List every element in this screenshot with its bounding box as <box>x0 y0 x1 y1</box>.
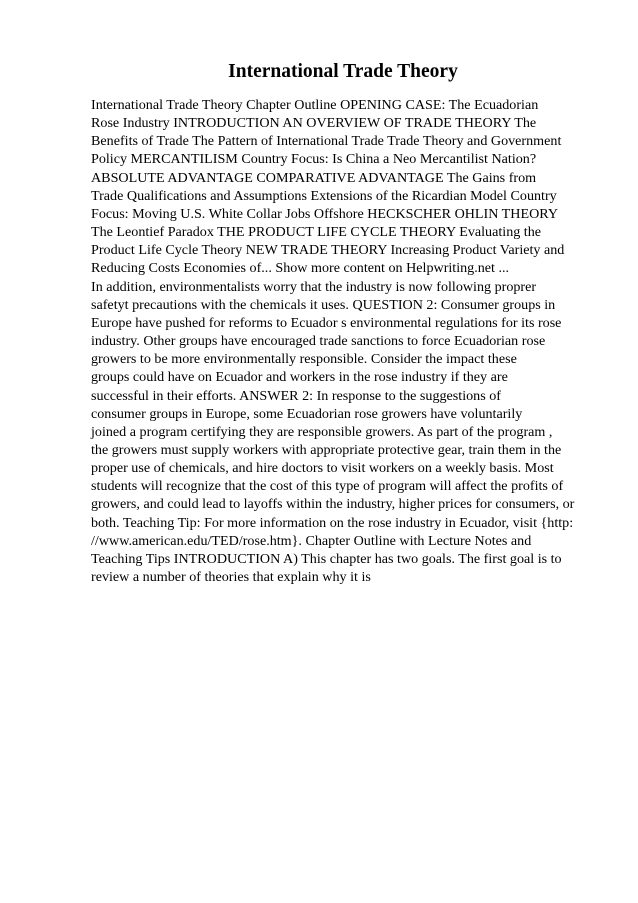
body-line: industry. Other groups have encouraged trade sanctions to force Ecuadorian rose <box>91 333 546 350</box>
body-line: Europe have pushed for reforms to Ecuador s environmental regulations for its rose <box>91 314 562 331</box>
body-line: successful in their efforts. ANSWER 2: In response to the suggestions of <box>91 387 501 404</box>
body-line: International Trade Theory Chapter Outline OPENING CASE: The Ecuadorian <box>91 97 539 113</box>
body-line: Focus: Moving U.S. White Collar Jobs Offshore HECKSCHER OHLIN THEORY <box>91 205 559 222</box>
body-line: growers to be more environmentally responsible. Consider the impact these <box>91 351 517 368</box>
document-body <box>91 96 601 586</box>
body-line: In addition, environmentalists worry that the industry is now following proprer <box>91 278 537 295</box>
body-line: Reducing Costs Economies of... Show more content on Helpwriting.net ... <box>91 260 510 277</box>
body-line: //www.american.edu/TED/rose.htm}. Chapter Outline with Lecture Notes and <box>91 532 532 549</box>
body-line: review a number of theories that explain why it is <box>91 569 371 586</box>
body-line: The Leontief Paradox THE PRODUCT LIFE CYCLE THEORY Evaluating the <box>91 224 542 241</box>
body-line: Product Life Cycle Theory NEW TRADE THEORY Increasing Product Variety and <box>91 242 565 259</box>
body-line: joined a program certifying they are responsible growers. As part of the program , <box>91 423 553 440</box>
body-line: Teaching Tips INTRODUCTION A) This chapter has two goals. The first goal is to <box>91 550 562 567</box>
body-line: students will recognize that the cost of this type of program will affect the profits of <box>91 478 564 495</box>
body-line: Benefits of Trade The Pattern of International Trade Trade Theory and Government <box>91 133 562 150</box>
body-line: Policy MERCANTILISM Country Focus: Is China a Neo Mercantilist Nation? <box>91 151 537 168</box>
body-line: groups could have on Ecuador and workers in the rose industry if they are <box>91 369 508 386</box>
body-line: growers, and could lead to layoffs within the industry, higher prices for consumers, or <box>91 496 575 513</box>
body-line: safetyt precautions with the chemicals it uses. QUESTION 2: Consumer groups in <box>91 296 556 313</box>
body-line: Rose Industry INTRODUCTION AN OVERVIEW OF TRADE THEORY The <box>91 115 537 132</box>
document-title: International Trade Theory <box>228 61 458 82</box>
body-line: consumer groups in Europe, some Ecuadorian rose growers have voluntarily <box>91 405 523 422</box>
body-line: proper use of chemicals, and hire doctors to visit workers on a weekly basis. Most <box>91 460 554 477</box>
body-line: the growers must supply workers with appropriate protective gear, train them in the <box>91 441 562 458</box>
body-line: Trade Qualifications and Assumptions Extensions of the Ricardian Model Country <box>91 187 557 204</box>
body-line: ABSOLUTE ADVANTAGE COMPARATIVE ADVANTAGE The Gains from <box>91 169 537 186</box>
body-line: both. Teaching Tip: For more information on the rose industry in Ecuador, visit {http: <box>91 514 574 531</box>
